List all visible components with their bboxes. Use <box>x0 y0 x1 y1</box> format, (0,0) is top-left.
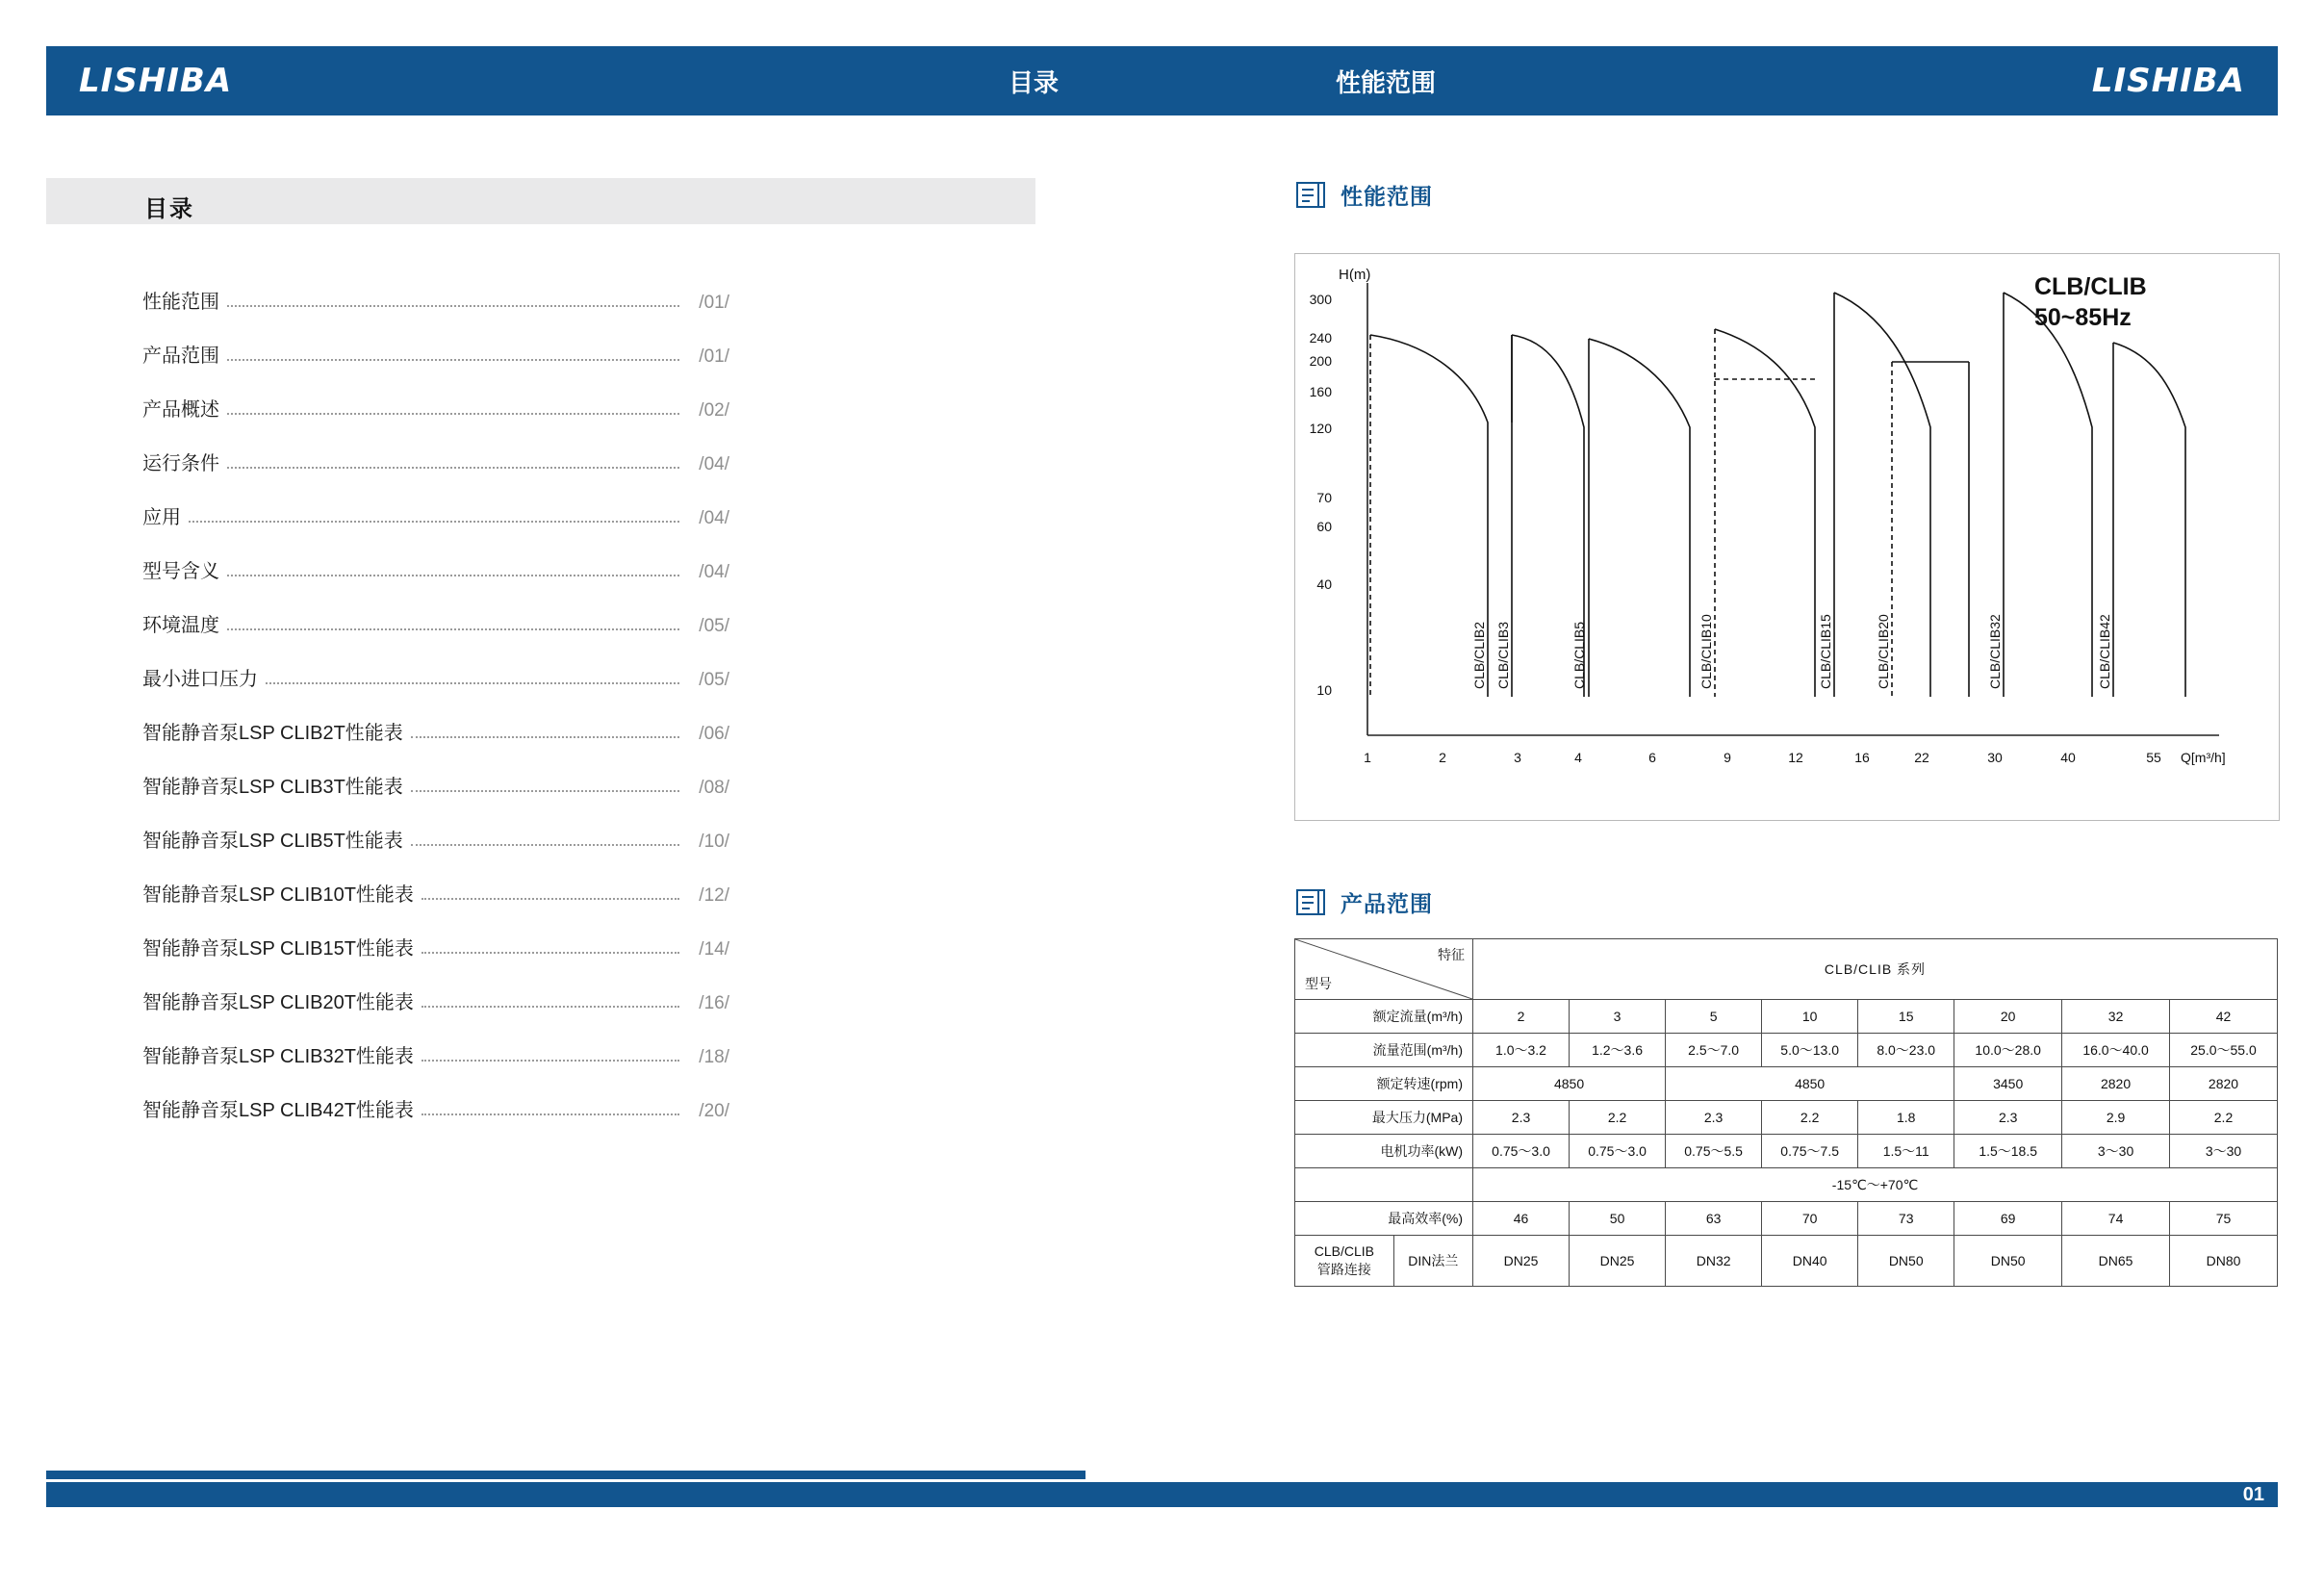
toc-leader <box>266 682 679 684</box>
toc-leader <box>227 413 679 415</box>
toc-leader <box>227 305 679 307</box>
toc-item[interactable] <box>142 960 729 1014</box>
toc-item-page: /20/ <box>699 1101 729 1121</box>
svg-text:6: 6 <box>1648 750 1656 765</box>
row-label: 最高效率(%) <box>1295 1202 1473 1236</box>
svg-text:40: 40 <box>1316 576 1332 592</box>
table-cell: 63 <box>1666 1202 1762 1236</box>
table-cell: 10 <box>1762 1000 1858 1034</box>
table-row <box>1295 1168 2278 1202</box>
svg-text:CLB/CLIB20: CLB/CLIB20 <box>1876 614 1891 689</box>
toc-item-page: /04/ <box>699 508 729 528</box>
flange-sub-label: DIN法兰 <box>1393 1236 1472 1287</box>
product-range-table <box>1294 938 2278 1287</box>
table-cell: DN40 <box>1762 1236 1858 1287</box>
toc-item-page: /18/ <box>699 1047 729 1067</box>
svg-text:240: 240 <box>1309 330 1332 346</box>
toc-item-label: 智能静音泵LSP CLIB10T性能表 <box>142 884 414 906</box>
svg-text:60: 60 <box>1316 519 1332 534</box>
table-cell: 3450 <box>1954 1067 2062 1101</box>
table-cell: 2.2 <box>1570 1101 1666 1135</box>
svg-text:CLB/CLIB15: CLB/CLIB15 <box>1818 614 1833 689</box>
table-cell: 46 <box>1473 1202 1570 1236</box>
svg-text:CLB/CLIB3: CLB/CLIB3 <box>1495 621 1511 689</box>
toc-item-page: /08/ <box>699 778 729 798</box>
toc-item[interactable] <box>142 853 729 907</box>
toc-item-label: 智能静音泵LSP CLIB5T性能表 <box>142 831 403 852</box>
table-cell: 5 <box>1666 1000 1762 1034</box>
svg-text:160: 160 <box>1309 384 1332 399</box>
table-cell: 16.0～40.0 <box>2062 1034 2170 1067</box>
table-cell: 2.2 <box>1762 1101 1858 1135</box>
header-title-contents: 目录 <box>1009 67 1060 97</box>
toc-band <box>46 178 1035 224</box>
flange-row-label <box>1295 1236 1394 1287</box>
table-cell: 8.0～23.0 <box>1858 1034 1954 1067</box>
table-cell: 42 <box>2170 1000 2278 1034</box>
svg-text:3: 3 <box>1514 750 1521 765</box>
table-cell: 3～30 <box>2062 1135 2170 1168</box>
table-cell: 2.3 <box>1473 1101 1570 1135</box>
svg-text:4: 4 <box>1574 750 1582 765</box>
table-corner-cell <box>1295 939 1473 1000</box>
table-cell: 2.5～7.0 <box>1666 1034 1762 1067</box>
table-cell: 2.9 <box>2062 1101 2170 1135</box>
table-cell: DN25 <box>1570 1236 1666 1287</box>
table-row <box>1295 1000 2278 1034</box>
table-cell: 4850 <box>1666 1067 1954 1101</box>
toc-leader <box>227 628 679 630</box>
row-label: 额定转速(rpm) <box>1295 1067 1473 1101</box>
table-cell: 50 <box>1570 1202 1666 1236</box>
document-icon <box>1294 885 1327 918</box>
svg-text:22: 22 <box>1914 750 1929 765</box>
toc-item-page: /04/ <box>699 454 729 474</box>
chart-title: CLB/CLIB <box>2034 273 2147 300</box>
svg-text:CLB/CLIB42: CLB/CLIB42 <box>2097 614 2112 689</box>
table-row <box>1295 939 2278 1000</box>
toc-item[interactable] <box>142 368 729 422</box>
table-cell: 25.0～55.0 <box>2170 1034 2278 1067</box>
svg-text:70: 70 <box>1316 490 1332 505</box>
table-cell: 1.0～3.2 <box>1473 1034 1570 1067</box>
table-row <box>1295 1135 2278 1168</box>
svg-text:CLB/CLIB5: CLB/CLIB5 <box>1571 621 1587 689</box>
toc-item[interactable] <box>142 529 729 583</box>
table-cell: 2.3 <box>1954 1101 2062 1135</box>
table-cell: 0.75～7.5 <box>1762 1135 1858 1168</box>
table-cell: 15 <box>1858 1000 1954 1034</box>
toc-leader <box>227 359 679 361</box>
svg-text:2: 2 <box>1439 750 1446 765</box>
table-cell: DN32 <box>1666 1236 1762 1287</box>
table-cell: 74 <box>2062 1202 2170 1236</box>
temperature-cell: -15℃～+70℃ <box>1473 1168 2278 1202</box>
table-cell: 3～30 <box>2170 1135 2278 1168</box>
toc-item-page: /10/ <box>699 832 729 852</box>
svg-text:CLB/CLIB32: CLB/CLIB32 <box>1987 614 2003 689</box>
svg-text:55: 55 <box>2146 750 2161 765</box>
table-cell: DN50 <box>1954 1236 2062 1287</box>
brand-logo-right: LISHIBA <box>2091 62 2245 100</box>
toc-item-label: 智能静音泵LSP CLIB2T性能表 <box>142 723 403 744</box>
toc-leader <box>411 736 679 738</box>
toc-item-page: /05/ <box>699 670 729 690</box>
toc-item-label: 性能范围 <box>142 292 219 313</box>
svg-text:300: 300 <box>1309 292 1332 307</box>
toc-leader <box>411 790 679 792</box>
brand-logo-left: LISHIBA <box>79 62 233 100</box>
table-cell: 4850 <box>1473 1067 1666 1101</box>
svg-text:10: 10 <box>1316 682 1332 698</box>
table-cell: 69 <box>1954 1202 2062 1236</box>
toc-item-page: /06/ <box>699 724 729 744</box>
svg-text:CLB/CLIB2: CLB/CLIB2 <box>1471 621 1487 689</box>
toc-item[interactable] <box>142 799 729 853</box>
performance-range-chart <box>1294 253 2280 821</box>
table-cell: DN25 <box>1473 1236 1570 1287</box>
toc-item[interactable] <box>142 745 729 799</box>
toc-item-label: 最小进口压力 <box>142 669 258 690</box>
row-label: 电机功率(kW) <box>1295 1135 1473 1168</box>
document-icon <box>1294 178 1327 211</box>
toc-item[interactable] <box>142 314 729 368</box>
flange-label-line1: CLB/CLIB <box>1314 1243 1374 1259</box>
toc-item-page: /14/ <box>699 939 729 960</box>
toc-item[interactable] <box>142 691 729 745</box>
svg-text:200: 200 <box>1309 353 1332 369</box>
toc-item-page: /01/ <box>699 293 729 313</box>
table-cell: 2820 <box>2062 1067 2170 1101</box>
toc-item-page: /12/ <box>699 885 729 906</box>
table-cell: 3 <box>1570 1000 1666 1034</box>
table-cell: 1.5～18.5 <box>1954 1135 2062 1168</box>
toc-item-label: 智能静音泵LSP CLIB32T性能表 <box>142 1046 414 1067</box>
toc-item-page: /04/ <box>699 562 729 582</box>
toc-item-page: /01/ <box>699 346 729 367</box>
page-footer <box>46 1482 2278 1507</box>
table-row <box>1295 1067 2278 1101</box>
svg-text:12: 12 <box>1788 750 1803 765</box>
header-title-performance: 性能范围 <box>1336 67 1437 97</box>
chart-svg <box>1295 254 2279 820</box>
toc-item-label: 产品概述 <box>142 399 219 421</box>
section-heading-product-range <box>1294 885 1433 918</box>
svg-text:CLB/CLIB10: CLB/CLIB10 <box>1698 614 1714 689</box>
row-label: 最大压力(MPa) <box>1295 1101 1473 1135</box>
table-cell: 75 <box>2170 1202 2278 1236</box>
table-cell: DN50 <box>1858 1236 1954 1287</box>
toc-item-label: 智能静音泵LSP CLIB15T性能表 <box>142 938 414 960</box>
toc-leader <box>189 521 679 523</box>
toc-leader <box>421 1006 679 1008</box>
toc-item[interactable] <box>142 475 729 529</box>
toc-item-page: /16/ <box>699 993 729 1013</box>
toc-item-page: /05/ <box>699 616 729 636</box>
row-label-empty <box>1295 1168 1473 1202</box>
toc-item[interactable] <box>142 583 729 637</box>
toc-item-label: 应用 <box>142 507 181 528</box>
table-cell: 20 <box>1954 1000 2062 1034</box>
toc-item-label: 智能静音泵LSP CLIB3T性能表 <box>142 777 403 798</box>
svg-text:16: 16 <box>1854 750 1870 765</box>
table-row <box>1295 1236 2278 1287</box>
section-title-performance: 性能范围 <box>1341 183 1433 209</box>
table-cell: 73 <box>1858 1202 1954 1236</box>
toc-item[interactable] <box>142 260 729 314</box>
table-cell: 1.2～3.6 <box>1570 1034 1666 1067</box>
toc-item-label: 环境温度 <box>142 615 219 636</box>
svg-text:120: 120 <box>1309 421 1332 436</box>
table-cell: 70 <box>1762 1202 1858 1236</box>
toc-item-label: 产品范围 <box>142 346 219 367</box>
table-cell: 32 <box>2062 1000 2170 1034</box>
row-label: 额定流量(m³/h) <box>1295 1000 1473 1034</box>
svg-text:40: 40 <box>2060 750 2076 765</box>
toc-item-page: /02/ <box>699 400 729 421</box>
table-cell: 2 <box>1473 1000 1570 1034</box>
svg-text:1: 1 <box>1364 750 1371 765</box>
toc-leader <box>421 1113 679 1115</box>
series-header: CLB/CLIB 系列 <box>1473 939 2278 1000</box>
table-cell: 0.75～5.5 <box>1666 1135 1762 1168</box>
toc-item[interactable] <box>142 1068 729 1122</box>
svg-text:9: 9 <box>1724 750 1731 765</box>
svg-text:Q[m³/h]: Q[m³/h] <box>2181 750 2226 765</box>
corner-model-label: 型号 <box>1305 976 1332 991</box>
row-label: 流量范围(m³/h) <box>1295 1034 1473 1067</box>
toc-item[interactable] <box>142 637 729 691</box>
svg-text:H(m): H(m) <box>1339 267 1371 283</box>
toc-leader <box>421 898 679 900</box>
toc-item[interactable] <box>142 422 729 475</box>
table-cell: DN65 <box>2062 1236 2170 1287</box>
toc-leader <box>227 575 679 576</box>
toc-list <box>142 260 729 1122</box>
toc-item-label: 运行条件 <box>142 453 219 474</box>
table-cell: 1.8 <box>1858 1101 1954 1135</box>
toc-item-label: 智能静音泵LSP CLIB20T性能表 <box>142 992 414 1013</box>
toc-leader <box>421 1060 679 1062</box>
svg-text:30: 30 <box>1987 750 2003 765</box>
page-number: 01 <box>2242 1484 2264 1505</box>
table-cell: 2.3 <box>1666 1101 1762 1135</box>
section-heading-performance <box>1294 178 1433 211</box>
table-cell: DN80 <box>2170 1236 2278 1287</box>
table-cell: 1.5～11 <box>1858 1135 1954 1168</box>
table-row <box>1295 1101 2278 1135</box>
toc-band-label: 目录 <box>144 196 194 222</box>
toc-item-label: 智能静音泵LSP CLIB42T性能表 <box>142 1100 414 1121</box>
corner-feature-label: 特征 <box>1438 947 1465 962</box>
toc-leader <box>421 952 679 954</box>
toc-item[interactable] <box>142 907 729 960</box>
table-cell: 5.0～13.0 <box>1762 1034 1858 1067</box>
toc-item[interactable] <box>142 1014 729 1068</box>
table-row <box>1295 1034 2278 1067</box>
section-title-product-range: 产品范围 <box>1341 890 1433 916</box>
table-cell: 0.75～3.0 <box>1570 1135 1666 1168</box>
table-cell: 10.0～28.0 <box>1954 1034 2062 1067</box>
table-cell: 2.2 <box>2170 1101 2278 1135</box>
chart-subtitle: 50~85Hz <box>2034 304 2132 331</box>
table-cell: 0.75～3.0 <box>1473 1135 1570 1168</box>
table-row <box>1295 1202 2278 1236</box>
table-cell: 2820 <box>2170 1067 2278 1101</box>
flange-label-line2: 管路连接 <box>1316 1261 1371 1277</box>
toc-leader <box>227 467 679 469</box>
toc-item-label: 型号含义 <box>142 561 219 582</box>
toc-leader <box>411 844 679 846</box>
page-header <box>46 46 2278 115</box>
